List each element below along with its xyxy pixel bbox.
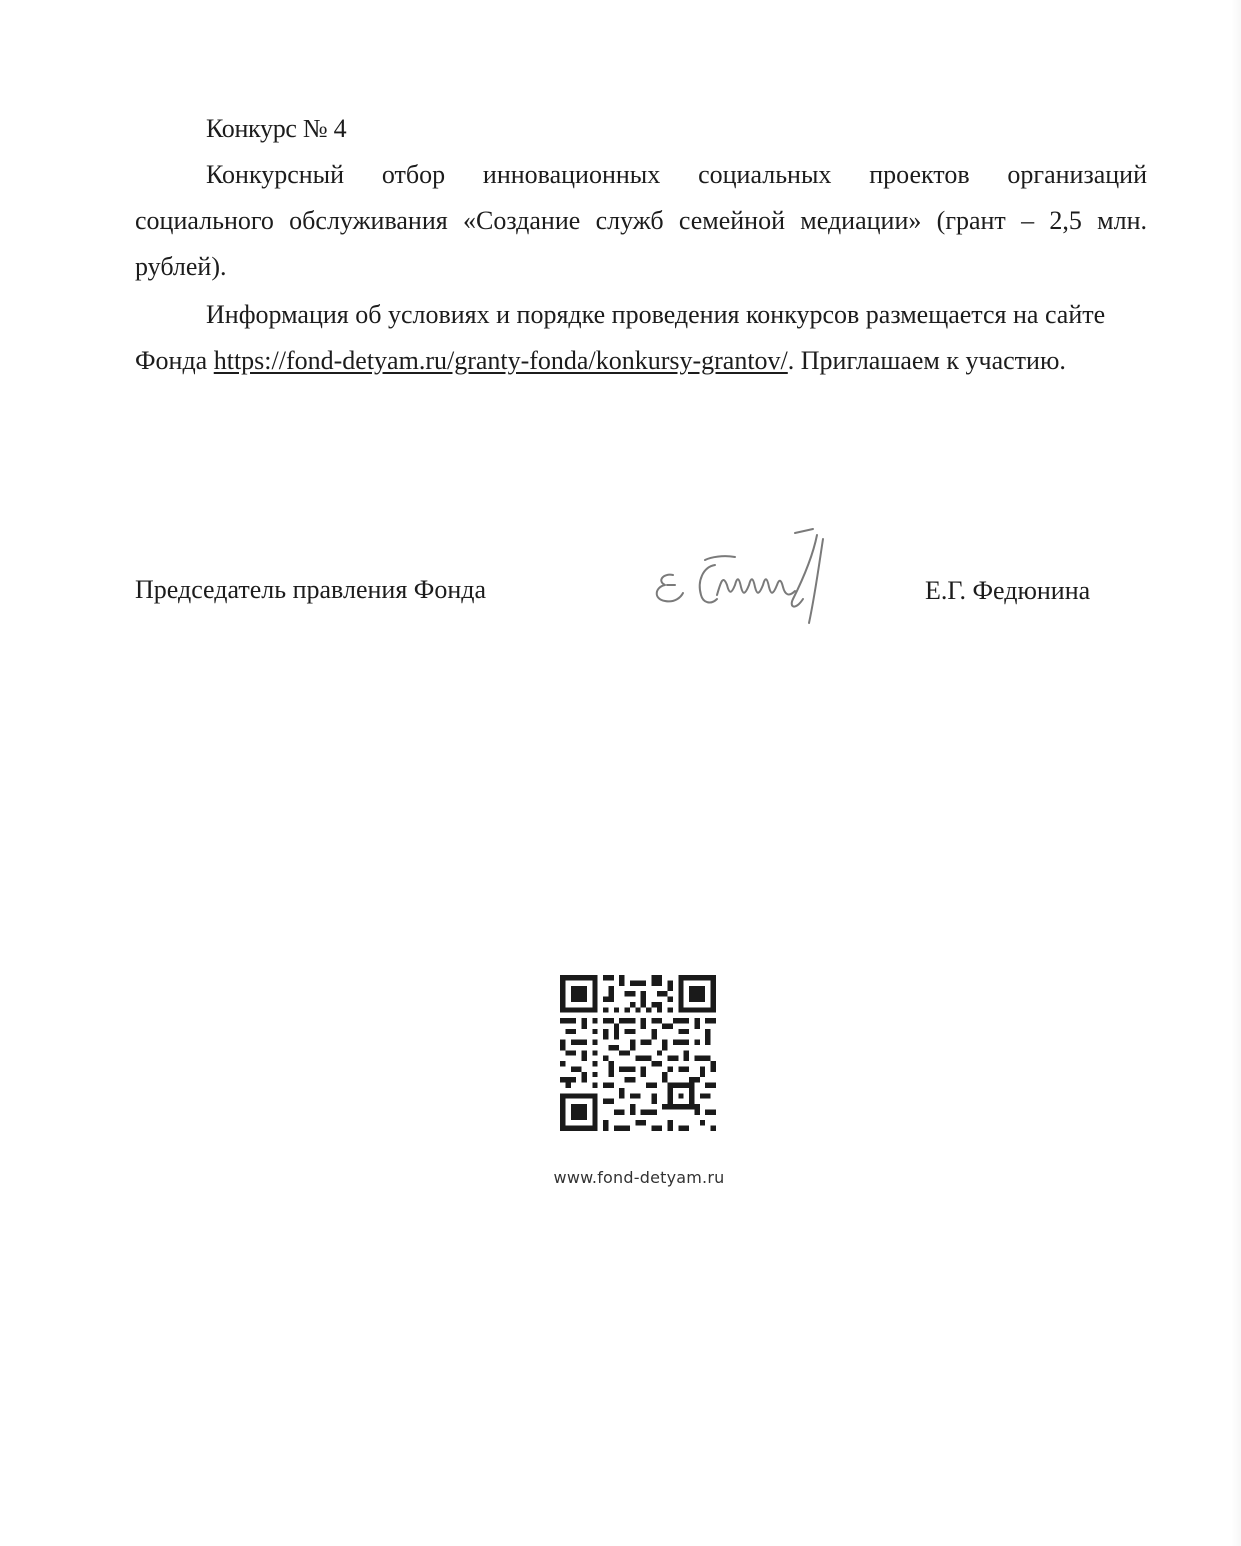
- scan-edge-shadow: [1231, 0, 1241, 1546]
- info-text-after-link: . Приглашаем к участию.: [787, 346, 1066, 375]
- website-url: www.fond-detyam.ru: [553, 1168, 725, 1187]
- info-text-before-link: Информация об условиях и порядке проведения конкурсов размещается на сайте Фонда: [135, 300, 1106, 375]
- contest-description: Конкурсный отбор инновационных социальных проектов организаций социального обслуживания «Создание служб семейной медиации» (грант – 2,5 млн. рублей).: [135, 160, 1147, 281]
- grants-link[interactable]: https://fond-detyam.ru/granty-fonda/konkursy-grantov/: [213, 346, 788, 375]
- info-paragraph: [135, 292, 1147, 384]
- contest-heading: Конкурс № 4: [206, 114, 347, 143]
- position-title: Председатель правления Фонда: [135, 575, 486, 604]
- qr-code-icon: [560, 975, 716, 1131]
- handwritten-signature: [645, 515, 855, 630]
- signatory-name: Е.Г. Федюнина: [925, 576, 1091, 605]
- signature-row: [135, 565, 1147, 625]
